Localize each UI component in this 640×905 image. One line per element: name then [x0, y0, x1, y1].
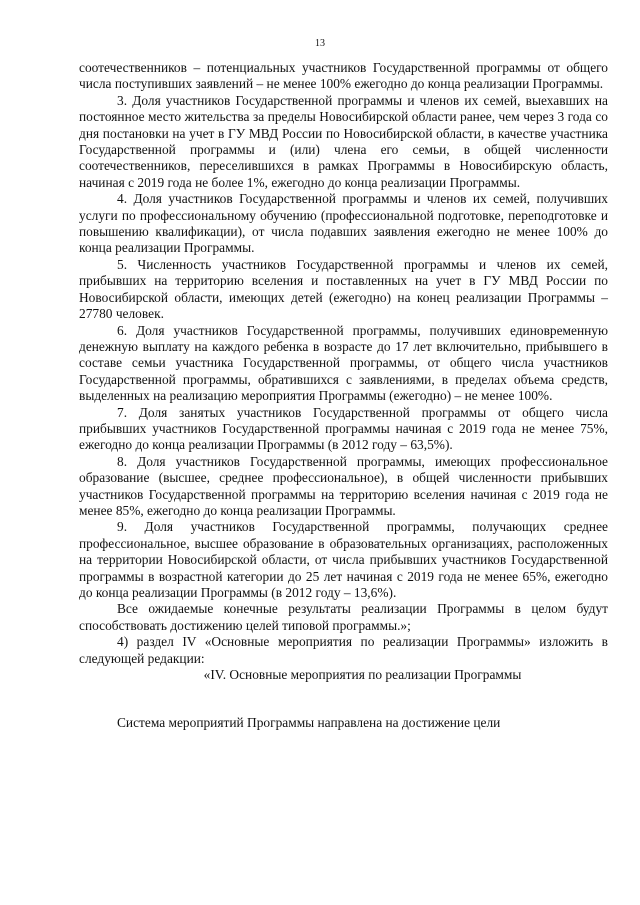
paragraph-item-6: 6. Доля участников Государственной программы, получивших единовременную денежную выплату на каждого ребенка в возрасте до 17 лет включительно, прибывшего в составе семьи участника Государственной программы, от общего числа участников Государственной программы, обратившихся с заявлениями, в пределах объема средств, выделенных на реализацию мероприятия Программы (ежегодно) – не менее 100%.: [79, 322, 608, 404]
section-heading: «IV. Основные мероприятия по реализации Программы: [203, 667, 522, 683]
paragraph-item-4: 4. Доля участников Государственной программы и членов их семей, получивших услуги по профессиональному обучению (профессиональной подготовке, переподготовке и повышению квалификации), от числа подавших заявления ежегодно не менее 100% до конца реализации Программы.: [79, 191, 608, 256]
page-number: 13: [315, 38, 325, 49]
paragraph-item-5: 5. Численность участников Государственной программы и членов их семей, прибывших на территорию вселения и поставленных на учет в ГУ МВД России по Новосибирской области, имеющих детей (ежегодно) на конец реализации Программы – 27780 человек.: [79, 256, 608, 322]
paragraph-item-7: 7. Доля занятых участников Государственной программы от общего числа прибывших участников Государственной программы начиная с 2019 года не менее 75%, ежегодно до конца реализации Программы (в 2012 году – 63,5%).: [79, 404, 608, 453]
paragraph-continuation: соотечественников – потенциальных участников Государственной программы от общего числа поступивших заявлений – не менее 100% ежегодно до конца реализации Программы.: [79, 60, 608, 92]
document-body: [79, 60, 608, 732]
paragraph-summary: Все ожидаемые конечные результаты реализации Программы в целом будут способствовать достижению целей типовой программы.»;: [79, 601, 608, 633]
paragraph-item-3: 3. Доля участников Государственной программы и членов их семей, выехавших на постоянное место жительства за пределы Новосибирской области ранее, чем через 3 года со дня постановки на учет в ГУ МВД России по Новосибирской области, в качестве участника Государственной программы и (или) члена его семьи, в общей численности соотечественников, переселившихся в рамках Программы в Новосибирскую область, начиная с 2019 года не более 1%, ежегодно до конца реализации Программы.: [79, 92, 608, 190]
paragraph-item-9: 9. Доля участников Государственной программы, получающих среднее профессиональное, высшее образование в образовательных организациях, расположенных на территории Новосибирской области, от числа прибывших участников Государственной программы в возрастной категории до 25 лет начиная с 2019 года не менее 65%, ежегодно до конца реализации Программы (в 2012 году – 13,6%).: [79, 519, 608, 600]
paragraph-amendment: 4) раздел IV «Основные мероприятия по реализации Программы» изложить в следующей редакции:: [79, 634, 608, 666]
paragraph-item-8: 8. Доля участников Государственной программы, имеющих профессиональное образование (высшее, среднее профессиональное), в общей численности прибывших участников Государственной программы на территорию вселения начиная с 2019 года не менее 85%, ежегодно до конца реализации Программы.: [79, 453, 608, 518]
paragraph-closing: Система мероприятий Программы направлена на достижение цели: [117, 715, 501, 731]
